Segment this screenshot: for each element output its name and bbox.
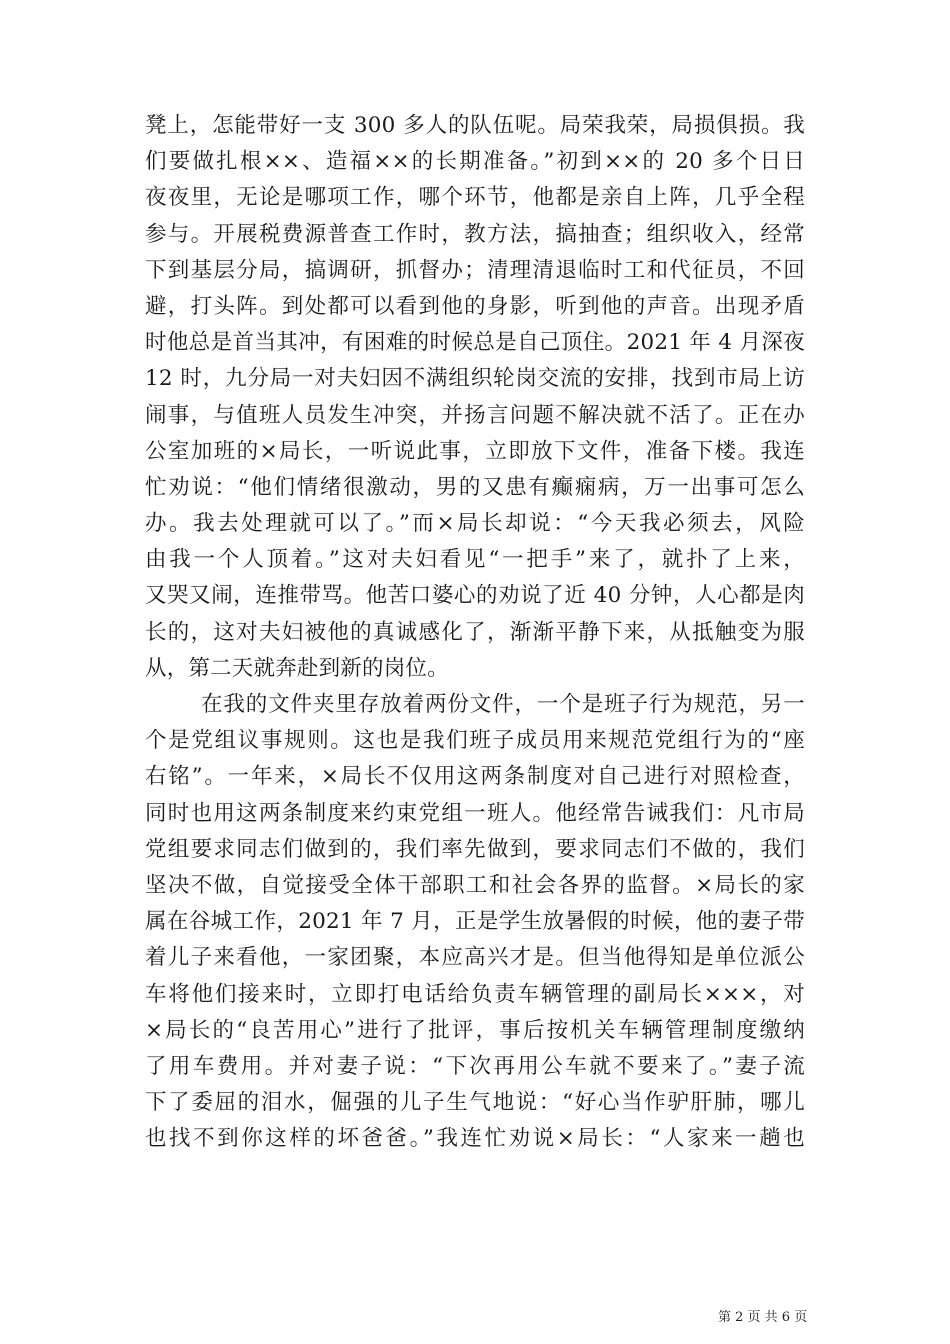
text-line: 由我一个人顶着。”这对夫妇看见“一把手”来了，就扑了上来， <box>145 547 805 573</box>
text-line: 党组要求同志们做到的，我们率先做到，要求同志们不做的，我们 <box>145 836 805 862</box>
text-line: 参与。开展税费源普查工作时，教方法，搞抽查；组织收入，经常 <box>145 221 805 247</box>
text-line: 从，第二天就奔赴到新的岗位。 <box>145 655 449 681</box>
text-line: 闹事，与值班人员发生冲突，并扬言问题不解决就不活了。正在办 <box>145 402 805 428</box>
text-line: 个是党组议事规则。这也是我们班子成员用来规范党组行为的“座 <box>145 728 805 754</box>
text-line: 了用车费用。并对妻子说：“下次再用公车就不要来了。”妻子流 <box>145 1053 805 1079</box>
text-line: 办。我去处理就可以了。”而×局长却说：“今天我必须去，风险 <box>145 511 805 537</box>
text-line: 下了委屈的泪水，倔强的儿子生气地说：“好心当作驴肝肺，哪儿 <box>145 1090 805 1116</box>
text-line: 又哭又闹，连推带骂。他苦口婆心的劝说了近 40 分钟，人心都是肉 <box>145 583 805 609</box>
text-line: 属在谷城工作，2021 年 7 月，正是学生放暑假的时候，他的妻子带 <box>145 909 805 935</box>
text-line: 凳上，怎能带好一支 300 多人的队伍呢。局荣我荣，局损俱损。我 <box>145 113 805 138</box>
text-line: 时他总是首当其冲，有困难的时候总是自己顶住。2021 年 4 月深夜 <box>145 330 805 356</box>
text-line: 下到基层分局，搞调研，抓督办；清理清退临时工和代征员，不回 <box>145 257 805 283</box>
page-number: 第 2 页 共 6 页 <box>718 1310 808 1325</box>
text-line: 避，打头阵。到处都可以看到他的身影，听到他的声音。出现矛盾 <box>145 293 805 319</box>
text-line: 车将他们接来时，立即打电话给负责车辆管理的副局长×××，对 <box>145 981 805 1007</box>
document-body <box>145 108 805 1157</box>
text-line: 坚决不做，自觉接受全体干部职工和社会各界的监督。×局长的家 <box>145 872 805 898</box>
text-line: ×局长的“良苦用心”进行了批评，事后按机关车辆管理制度缴纳 <box>145 1017 805 1043</box>
text-line: 夜夜里，无论是哪项工作，哪个环节，他都是亲自上阵，几乎全程 <box>145 185 805 211</box>
paragraph-2 <box>145 687 805 1157</box>
text-line: 右铭”。一年来，×局长不仅用这两条制度对自己进行对照检查， <box>145 764 805 790</box>
text-line: 们要做扎根××、造福××的长期准备。”初到××的 20 多个日日 <box>145 149 805 175</box>
text-line: 也找不到你这样的坏爸爸。”我连忙劝说×局长：“人家来一趟也 <box>145 1126 805 1152</box>
text-line: 着儿子来看他，一家团聚，本应高兴才是。但当他得知是单位派公 <box>145 945 805 971</box>
text-line: 长的，这对夫妇被他的真诚感化了，渐渐平静下来，从抵触变为服 <box>145 619 805 645</box>
text-line: 公室加班的×局长，一听说此事，立即放下文件，准备下楼。我连 <box>145 438 805 464</box>
text-line: 忙劝说：“他们情绪很激动，男的又患有癫痫病，万一出事可怎么 <box>145 474 805 500</box>
text-line: 同时也用这两条制度来约束党组一班人。他经常告诫我们：凡市局 <box>145 800 805 826</box>
text-line: 在我的文件夹里存放着两份文件，一个是班子行为规范，另一 <box>201 692 805 717</box>
paragraph-1 <box>145 108 805 687</box>
text-line: 12 时，九分局一对夫妇因不满组织轮岗交流的安排，找到市局上访 <box>145 366 805 392</box>
